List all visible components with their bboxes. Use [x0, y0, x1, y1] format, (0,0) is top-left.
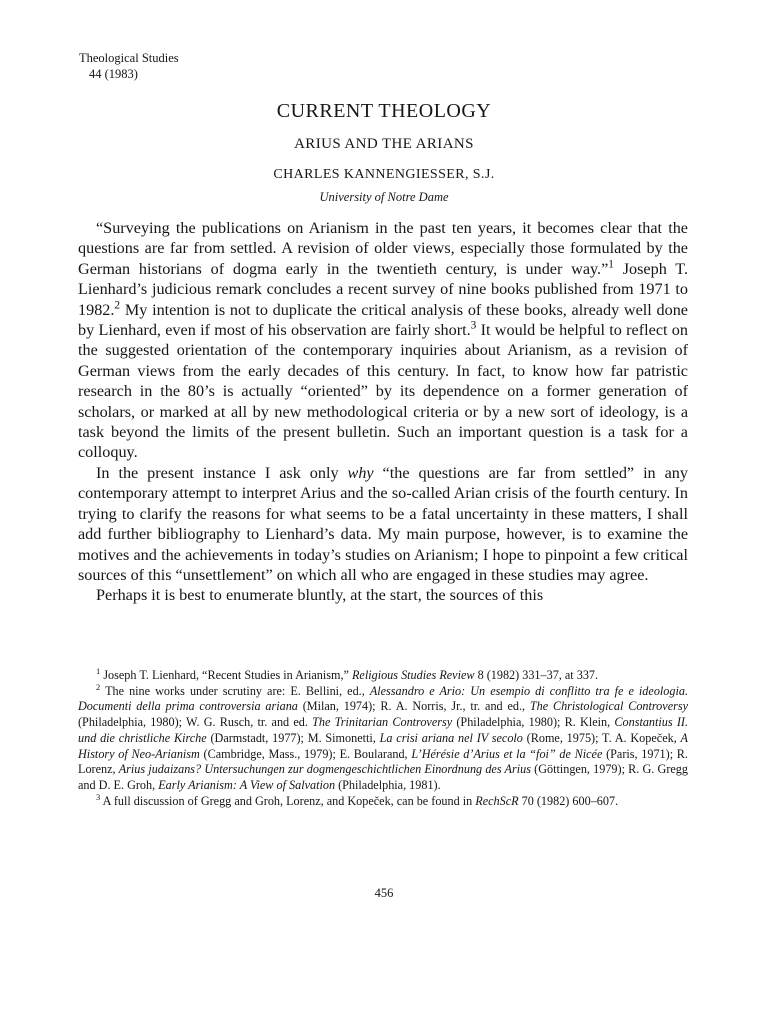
paragraph [78, 218, 688, 463]
emphasis: The Christological Controversy [529, 699, 688, 714]
text-run: (Philadelphia, 1980); W. G. Rusch, tr. and ed. [78, 715, 313, 730]
footnote-number: 1 [96, 665, 101, 676]
emphasis: The Trinitarian Controversy [312, 715, 453, 730]
footnote-ref: 3 [470, 319, 477, 332]
author-affiliation: University of Notre Dame [319, 190, 449, 204]
emphasis: Alessandro e Ario: Un esempio di conflitto tra fe e ideologia. Documenti della prima controversia ariana [78, 683, 689, 714]
text-run: Joseph T. Lienhard’s judicious remark concludes a recent survey of nine books published from 1971 to 1982. [78, 259, 688, 319]
body-text [78, 218, 688, 606]
footnote-number: 2 [96, 681, 101, 692]
text-run: (Cambridge, Mass., 1979); E. Boularand, [199, 746, 412, 761]
footnote-ref: 1 [608, 258, 614, 271]
text-run: (Philadelphia, 1980); R. Klein, [452, 715, 615, 730]
text-run: “Surveying the publications on Arianism in the past ten years, it becomes clear that the questions are far from settled. A revision of older views, especially those formulated by the German historians of dogma early in the twentieth century, is under way.” [78, 219, 688, 278]
footnote-ref: 2 [114, 299, 121, 312]
text-run: “the questions are far from settled” in any contemporary attempt to interpret Arius and the so-called Arian crisis of the fourth century. In trying to clarify the reasons for what seems to be a fatal uncertainty in these matters, I shall add further bibliography to Lienhard’s data. My main purpose, however, is to examine the motives and the achievements in today’s studies on Arianism; I hope to pinpoint a few critical sources of this “unsettlement” on which all who are engaged in these studies may agree. [78, 463, 688, 584]
text-run: My intention is not to duplicate the critical analysis of these books, already well done by Lienhard, even if most of his observation are fairly short. [78, 300, 688, 340]
journal-volume: 44 (1983) [89, 67, 138, 81]
footnote [78, 681, 689, 794]
emphasis: A History of Neo-Arianism [78, 730, 688, 761]
emphasis: Early Arianism: A View of Salvation [158, 777, 336, 792]
journal-header [79, 50, 179, 82]
text-run: The nine works under scrutiny are: E. Bellini, ed., [100, 683, 370, 698]
text-run: 8 (1982) 331–37, at 337. [474, 668, 599, 682]
text-run: 70 (1982) 600–607. [518, 793, 619, 808]
section-title: CURRENT THEOLOGY [276, 100, 492, 122]
emphasis: Arius judaizans? Untersuchungen zur dogmengeschichtlichen Einordnung des Arius [118, 762, 531, 777]
text-run: (Philadelphia, 1981). [335, 777, 441, 792]
emphasis: Constantius II. und die christliche Kirche [78, 715, 689, 745]
emphasis: La crisi ariana nel IV secolo [379, 730, 523, 745]
footnote [78, 791, 688, 810]
text-run: (Göttingen, 1979); R. G. Gregg and D. E. Groh, [78, 762, 688, 792]
footnote [78, 665, 688, 684]
text-run: A full discussion of Gregg and Groh, Lorenz, and Kopeček, can be found in [100, 793, 476, 808]
text-run: (Milan, 1974); R. A. Norris, Jr., tr. and ed., [297, 699, 530, 714]
text-run: (Darmstadt, 1977); M. Simonetti, [206, 730, 380, 745]
emphasis: why [347, 463, 374, 482]
journal-name: Theological Studies [79, 51, 179, 65]
page-number: 456 [374, 886, 394, 900]
emphasis: RechScR [475, 793, 519, 808]
article-title: ARIUS AND THE ARIANS [294, 136, 474, 152]
text-run: (Paris, 1971); R. Lorenz, [78, 746, 688, 777]
emphasis: Religious Studies Review [351, 668, 475, 682]
paragraph [78, 463, 688, 585]
text-run: It would be helpful to reflect on the suggested orientation of the contemporary inquiries about Arianism, as a revision of German views from the early decades of this century. In fact, to know how far patristic research in the 80’s is actually “oriented” by its dependence on a former generation of scholars, or marked at all by new methodological criteria or by a new sort of ideology, is a task beyond the limits of the present bulletin. Such an important question is a task for a colloquy. [78, 321, 688, 462]
text-run: In the present instance I ask only [96, 463, 348, 482]
author-name: CHARLES KANNENGIESSER, S.J. [273, 167, 495, 182]
footnote-number: 3 [96, 791, 101, 802]
text-run: (Rome, 1975); T. A. Kopeček, [522, 730, 681, 745]
paragraph: Perhaps it is best to enumerate bluntly, at the start, the sources of this [96, 586, 544, 605]
footnotes [78, 665, 689, 809]
text-run: Joseph T. Lienhard, “Recent Studies in Arianism,” [100, 668, 352, 682]
emphasis: L’Hérésie d’Arius et la “foi” de Nicée [411, 746, 603, 761]
